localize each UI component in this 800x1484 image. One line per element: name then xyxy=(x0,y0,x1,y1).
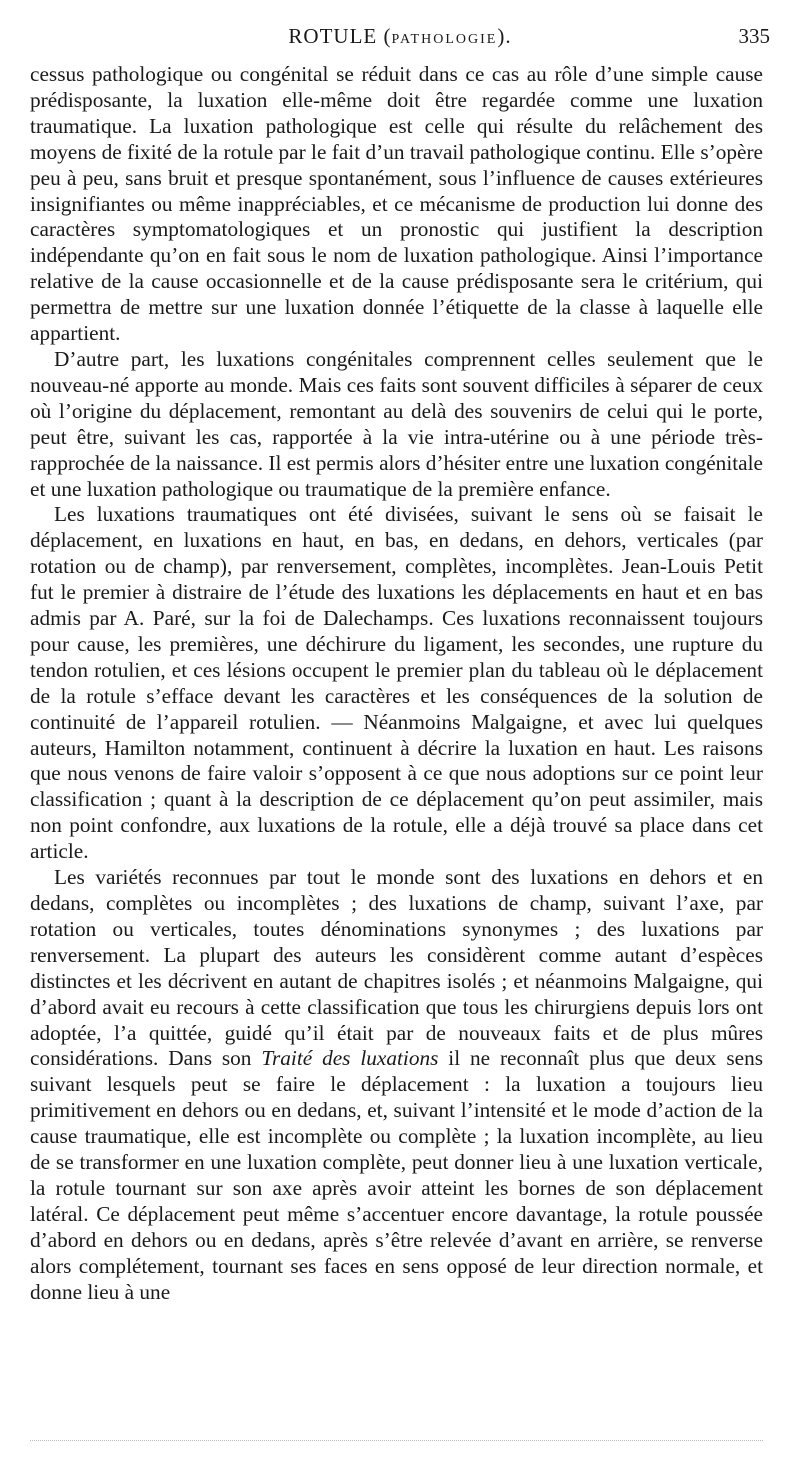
title-main: ROTULE ( xyxy=(288,24,392,48)
paragraph-text: Les luxations traumatiques ont été divisées, suivant le sens où se faisait le déplacement, en luxations en haut, en bas, en dedans, en dehors, verticales (par rotation ou de champ), par renversement, complètes, incomplètes. Jean-Louis Petit fut le premier à distraire de l’étude des luxations les déplacements en haut et en bas admis par A. Paré, sur la foi de Dalechamps. Ces luxations reconnaissent toujours pour cause, les premières, une déchirure du ligament, les secondes, une rupture du tendon rotulien, et ces lésions occupent le premier plan du tableau où le déplacement de la rotule s’efface devant les caractères et les conséquences de la solution de continuité de l’appareil rotulien. — Néanmoins Malgaigne, et avec lui quelques auteurs, Hamilton notamment, continuent à décrire la luxation en haut. Les raisons que nous venons de faire valoir s’opposent à ce que nous adoptions sur ce point leur classification ; quant à la description de ce déplacement qu’on peut assimiler, mais non point confondre, aux luxations de la rotule, elle a déjà trouvé sa place dans cet article. xyxy=(30,502,763,864)
page-number: 335 xyxy=(738,24,770,48)
bleed-through-footer xyxy=(30,1440,763,1443)
paragraph-3 xyxy=(30,502,763,865)
paragraph-1 xyxy=(30,62,763,347)
body-text xyxy=(30,62,763,1306)
paragraph-text: Les variétés reconnues par tout le monde sont des luxations en dehors et en dedans, complètes ou incomplètes ; des luxations de champ, suivant l’axe, par rotation ou verticales, toutes dénominations synonymes ; des luxations par renversement. La plupart des auteurs les considèrent comme autant d’espèces distinctes et les décrivent en autant de chapitres isolés ; et néanmoins Malgaigne, qui d’abord avait eu recours à cette classification que tous les chirurgiens depuis lors ont adoptée, l’a quittée, guidé qu’il était par de nouveaux faits et de plus mûres considérations. Dans son xyxy=(30,865,763,1071)
paragraph-text: D’autre part, les luxations congénitales comprennent celles seulement que le nouveau-né apporte au monde. Mais ces faits sont souvent difficiles à séparer de ceux où l’origine du déplacement, remontant au delà des souvenirs de celui qui le porte, peut être, suivant les cas, rapportée à la vie intra-utérine ou à une période très-rapprochée de la naissance. Il est permis alors d’hésiter entre une luxation congénitale et une luxation pathologique ou traumatique de la première enfance. xyxy=(30,346,763,501)
title-close: ). xyxy=(497,24,512,48)
running-title xyxy=(30,24,770,49)
book-title-italic: Traité des luxations xyxy=(261,1046,439,1071)
paragraph-text-continued: il ne reconnaît plus que deux sens suivant lesquels peut se faire le déplacement : la luxation a toujours lieu primitivement en dehors ou en dedans, et, suivant l’intensité et le mode d’action de la cause traumatique, elle est incomplète ou complète ; la luxation incomplète, au lieu de se transformer en une luxation complète, peut donner lieu à une luxation verticale, la rotule tournant sur son axe après avoir atteint les bornes de son déplacement latéral. Ce déplacement peut même s’accentuer encore davantage, la rotule poussée d’abord en dehors ou en dedans, après s’être relevée d’avant en arrière, se renverse alors complétement, tournant ses faces en sens opposé de leur direction normale, et donne lieu à une xyxy=(30,1046,764,1304)
paragraph-2 xyxy=(30,347,763,502)
title-subject: PATHOLOGIE xyxy=(391,32,498,47)
paragraph-4 xyxy=(30,865,763,1305)
running-header xyxy=(30,24,770,54)
paragraph-text: cessus pathologique ou congénital se réduit dans ce cas au rôle d’une simple cause prédisposante, la luxation elle-même doit être regardée comme une luxation traumatique. La luxation pathologique est celle qui résulte du relâchement des moyens de fixité de la rotule par le fait d’un travail pathologique continu. Elle s’opère peu à peu, sans bruit et presque spontanément, sous l’influence de causes extérieures insignifiantes ou même inappréciables, et ce mécanisme de production lui donne des caractères symptomatologiques et un pronostic qui justifient la description indépendante qu’on en fait sous le nom de luxation pathologique. Ainsi l’importance relative de la cause occasionnelle et de la cause prédisposante sera le critérium, qui permettra de mettre sur une luxation donnée l’étiquette de la classe à laquelle elle appartient. xyxy=(30,62,763,346)
